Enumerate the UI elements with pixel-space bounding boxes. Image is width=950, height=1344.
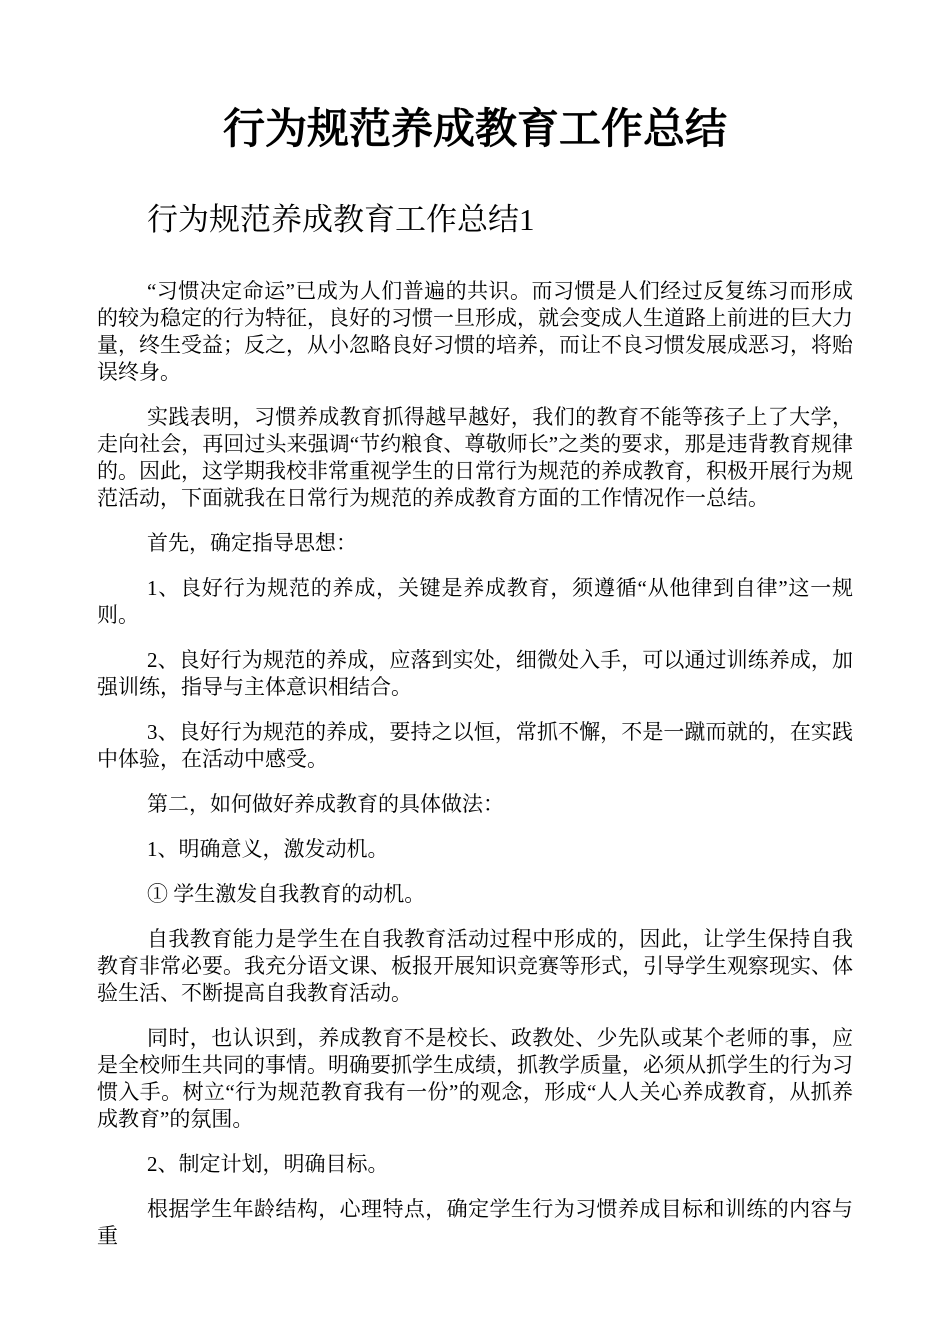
- paragraph-07: 第二，如何做好养成教育的具体做法：: [147, 792, 504, 816]
- paragraph-02: 实践表明，习惯养成教育抓得越早越好，我们的教育不能等孩子上了大学，走向社会，再回过头来强调“节约粮食、尊敬师长”之类的要求，那是违背教育规律的。因此，这学期我校非常重视学生的日常行为规范的养成教育，积极开展行为规范活动，下面就我在日常行为规范的养成教育方面的工作情况作一总结。: [97, 405, 853, 510]
- paragraph-03: 首先，确定指导思想：: [147, 531, 357, 555]
- paragraph-09: ① 学生激发自我教育的动机。: [147, 882, 426, 906]
- paragraph-12: 2、制定计划，明确目标。: [147, 1152, 389, 1176]
- paragraph-11: 同时，也认识到，养成教育不是校长、政教处、少先队或某个老师的事，应是全校师生共同的事情。明确要抓学生成绩，抓教学质量，必须从抓学生的行为习惯入手。树立“行为规范教育我有一份”的观念，形成“人人关心养成教育，从抓养成教育”的氛围。: [97, 1026, 853, 1131]
- paragraph-13: 根据学生年龄结构，心理特点，确定学生行为习惯养成目标和训练的内容与重: [97, 1197, 853, 1248]
- document-body: [97, 278, 853, 1250]
- paragraph-10: 自我教育能力是学生在自我教育活动过程中形成的，因此，让学生保持自我教育非常必要。我充分语文课、板报开展知识竞赛等形式，引导学生观察现实、体验生活、不断提高自我教育活动。: [97, 927, 853, 1005]
- paragraph-08: 1、明确意义，激发动机。: [147, 837, 389, 861]
- paragraph-01: “习惯决定命运”已成为人们普遍的共识。而习惯是人们经过反复练习而形成的较为稳定的行为特征，良好的习惯一旦形成，就会变成人生道路上前进的巨大力量，终生受益；反之，从小忽略良好习惯的培养，而让不良习惯发展成恶习，将贻误终身。: [97, 279, 853, 384]
- paragraph-05: 2、良好行为规范的养成，应落到实处，细微处入手，可以通过训练养成，加强训练，指导与主体意识相结合。: [97, 648, 853, 699]
- document-title: 行为规范养成教育工作总结: [222, 107, 727, 153]
- paragraph-06: 3、良好行为规范的养成，要持之以恒，常抓不懈，不是一蹴而就的，在实践中体验，在活动中感受。: [97, 720, 853, 771]
- document-subtitle: 行为规范养成教育工作总结1: [147, 202, 535, 237]
- paragraph-04: 1、良好行为规范的养成，关键是养成教育，须遵循“从他律到自律”这一规则。: [97, 576, 853, 627]
